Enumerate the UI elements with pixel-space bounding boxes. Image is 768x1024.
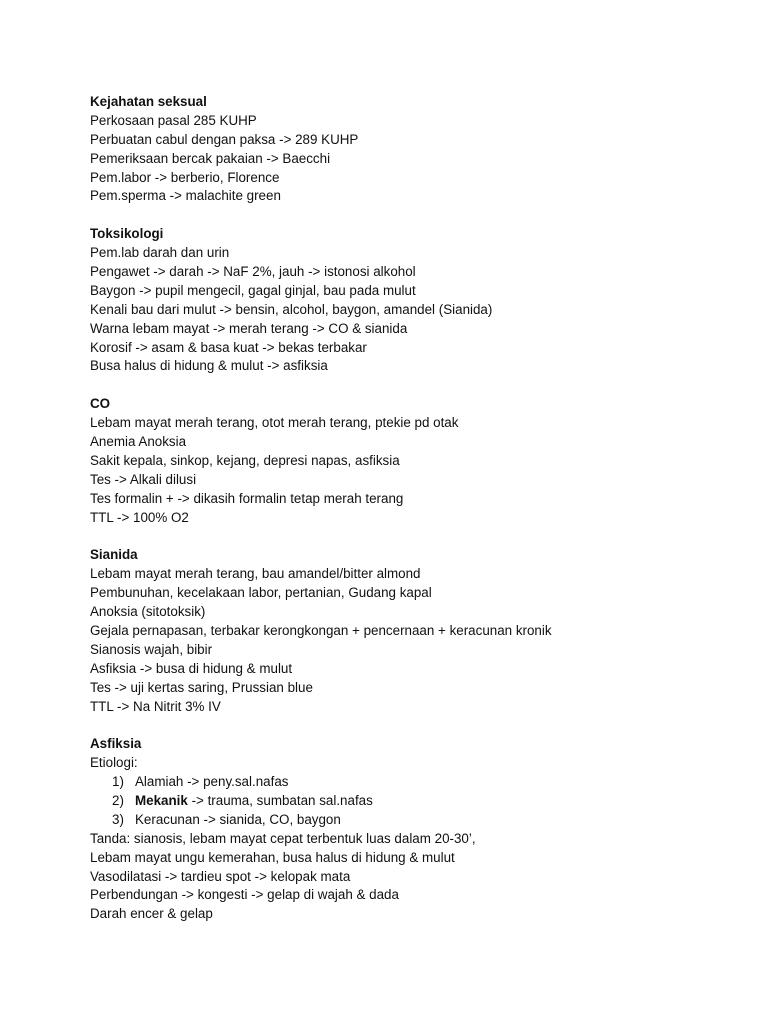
list-text — [135, 773, 288, 792]
text-line: Warna lebam mayat -> merah terang -> CO & sianida — [90, 320, 408, 336]
list-plain-text: Alamiah -> peny.sal.nafas — [135, 774, 289, 790]
paragraph-gap — [90, 376, 730, 395]
document-page — [90, 93, 730, 924]
text-line: Perbuatan cabul dengan paksa -> 289 KUHP — [90, 131, 359, 147]
text-line: Perkosaan pasal 285 KUHP — [90, 112, 257, 128]
list-item — [90, 773, 730, 792]
text-line: Busa halus di hidung & mulut -> asfiksia — [90, 358, 328, 374]
etiologi-label: Etiologi: — [90, 755, 138, 771]
text-line: Pembunuhan, kecelakaan labor, pertanian, Gudang kapal — [90, 585, 432, 601]
list-number: 1) — [112, 774, 124, 790]
text-line: Anemia Anoksia — [90, 434, 187, 450]
section-sianida — [90, 546, 730, 716]
section-heading: CO — [90, 396, 111, 412]
list-bold-text: Mekanik — [135, 792, 188, 808]
list-number: 3) — [112, 811, 124, 827]
section-toksikologi — [90, 225, 730, 376]
text-line: Vasodilatasi -> tardieu spot -> kelopak mata — [90, 868, 351, 884]
text-line: TTL -> Na Nitrit 3% IV — [90, 698, 221, 714]
paragraph-gap — [90, 206, 730, 225]
text-line: Pem.labor -> berberio, Florence — [90, 169, 280, 185]
list-plain-text: -> trauma, sumbatan sal.nafas — [187, 792, 373, 808]
list-item — [90, 792, 730, 811]
paragraph-gap — [90, 527, 730, 546]
text-line: Lebam mayat merah terang, bau amandel/bitter almond — [90, 566, 421, 582]
text-line: Pemeriksaan bercak pakaian -> Baecchi — [90, 150, 331, 166]
text-line: Gejala pernapasan, terbakar kerongkongan + pencernaan + keracunan kronik — [90, 622, 552, 638]
list-number: 2) — [112, 792, 124, 808]
text-line: Sianosis wajah, bibir — [90, 641, 213, 657]
text-line: Tes -> Alkali dilusi — [90, 471, 197, 487]
list-item — [90, 811, 730, 830]
section-asfiksia — [90, 735, 730, 924]
text-line: Baygon -> pupil mengecil, gagal ginjal, bau pada mulut — [90, 282, 416, 298]
section-heading: Toksikologi — [90, 226, 164, 242]
section-kejahatan-seksual — [90, 93, 730, 206]
list-text — [135, 811, 341, 830]
section-co — [90, 395, 730, 527]
text-line: Kenali bau dari mulut -> bensin, alcohol, baygon, amandel (Sianida) — [90, 301, 493, 317]
text-line: Pem.sperma -> malachite green — [90, 188, 281, 204]
text-line: Tes formalin + -> dikasih formalin tetap merah terang — [90, 490, 404, 506]
paragraph-gap — [90, 716, 730, 735]
list-text — [135, 792, 373, 811]
text-line: Pem.lab darah dan urin — [90, 245, 230, 261]
text-line: Sakit kepala, sinkop, kejang, depresi napas, asfiksia — [90, 452, 400, 468]
list-plain-text: Keracunan -> sianida, CO, baygon — [135, 811, 341, 827]
text-line: Darah encer & gelap — [90, 906, 213, 922]
text-line: Perbendungan -> kongesti -> gelap di wajah & dada — [90, 887, 399, 903]
text-line: Tes -> uji kertas saring, Prussian blue — [90, 679, 313, 695]
section-heading: Asfiksia — [90, 736, 142, 752]
text-line: Lebam mayat merah terang, otot merah terang, ptekie pd otak — [90, 415, 459, 431]
text-line: Pengawet -> darah -> NaF 2%, jauh -> istonosi alkohol — [90, 264, 416, 280]
text-line: Lebam mayat ungu kemerahan, busa halus di hidung & mulut — [90, 849, 455, 865]
section-heading: Sianida — [90, 547, 138, 563]
text-line: Asfiksia -> busa di hidung & mulut — [90, 660, 293, 676]
text-line: Korosif -> asam & basa kuat -> bekas terbakar — [90, 339, 367, 355]
section-heading: Kejahatan seksual — [90, 94, 207, 109]
text-line: Anoksia (sitotoksik) — [90, 604, 206, 620]
text-line: TTL -> 100% O2 — [90, 509, 189, 525]
text-line: Tanda: sianosis, lebam mayat cepat terbentuk luas dalam 20-30’, — [90, 830, 476, 846]
